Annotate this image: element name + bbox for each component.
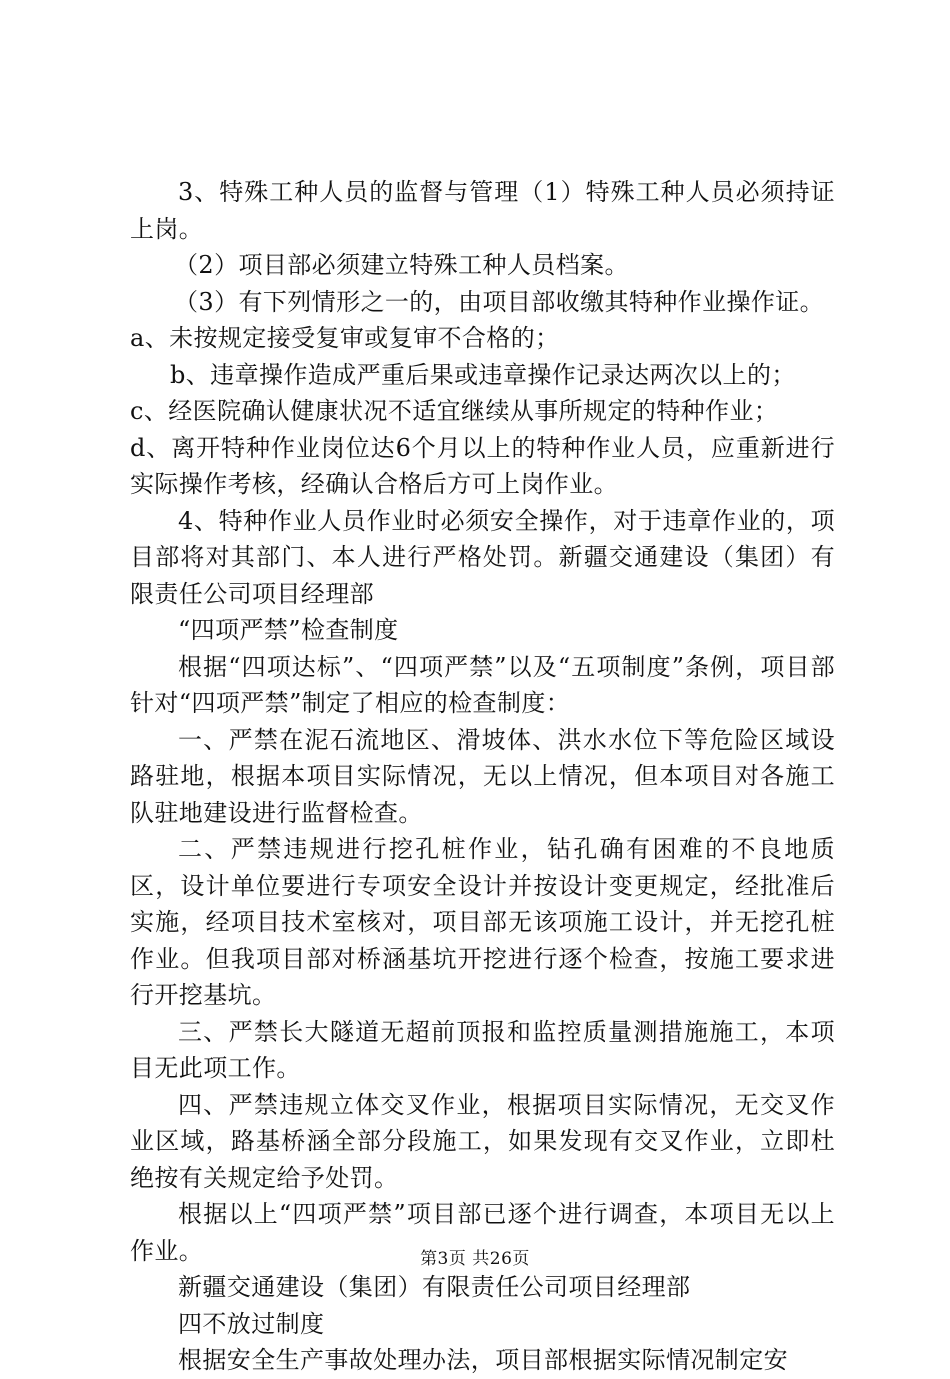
paragraph-item-a: a、未按规定接受复审或复审不合格的；: [130, 324, 560, 352]
paragraph-item-b: b、违章操作造成严重后果或违章操作记录达两次以上的；: [170, 360, 796, 389]
paragraph-prohibition-2: 二、严禁违规进行挖孔桩作业，钻孔确有困难的不良地质区，设计单位要进行专项安全设计并按设计变更规定，经批准后实施，经项目技术室核对，项目部无该项施工设计，并无挖孔桩作业。但我项目部对桥涵基坑开挖进行逐个检查，按施工要求进行开挖基坑。: [130, 835, 835, 1009]
heading-four-no-let-go: 四不放过制度: [178, 1309, 325, 1338]
paragraph-item-3: （3）有下列情形之一的，由项目部收缴其特种作业操作证。: [174, 287, 825, 316]
paragraph-section-4: 4、特种作业人员作业时必须安全操作，对于违章作业的，项目部将对其部门、本人进行严格处罚。新疆交通建设（集团）有限责任公司项目经理部: [130, 506, 835, 608]
paragraph-accident-handling: 根据安全生产事故处理办法，项目部根据实际情况制定安: [178, 1346, 788, 1374]
paragraph-special-workers-supervision: 3、特殊工种人员的监督与管理（1）特殊工种人员必须持证上岗。: [130, 178, 835, 243]
document-body: [130, 174, 835, 1379]
heading-four-prohibitions: “四项严禁”检查制度: [178, 616, 399, 644]
paragraph-intro: 根据“四项达标”、“四项严禁”以及“五项制度”条例，项目部针对“四项严禁”制定了相应的检查制度：: [130, 652, 835, 717]
paragraph-prohibition-3: 三、严禁长大隧道无超前顶报和监控质量测措施施工，本项目无此项工作。: [130, 1017, 835, 1082]
paragraph-item-d: d、离开特种作业岗位达6个月以上的特种作业人员，应重新进行实际操作考核，经确认合格后方可上岗作业。: [130, 433, 835, 498]
paragraph-conclusion: 根据以上“四项严禁”项目部已逐个进行调查，本项目无以上作业。: [130, 1200, 835, 1265]
paragraph-item-2: （2）项目部必须建立特殊工种人员档案。: [174, 251, 629, 279]
paragraph-item-c: c、经医院确认健康状况不适宜继续从事所规定的特种作业；: [130, 397, 779, 425]
paragraph-prohibition-1: 一、严禁在泥石流地区、滑坡体、洪水水位下等危险区域设路驻地，根据本项目实际情况，无以上情况，但本项目对各施工队驻地建设进行监督检查。: [130, 725, 835, 827]
signature-company: 新疆交通建设（集团）有限责任公司项目经理部: [178, 1273, 691, 1301]
paragraph-prohibition-4: 四、严禁违规立体交叉作业，根据项目实际情况，无交叉作业区域，路基桥涵全部分段施工，如果发现有交叉作业，立即杜绝按有关规定给予处罚。: [130, 1090, 835, 1192]
page-number-footer: 第3页 共26页: [420, 1249, 530, 1269]
